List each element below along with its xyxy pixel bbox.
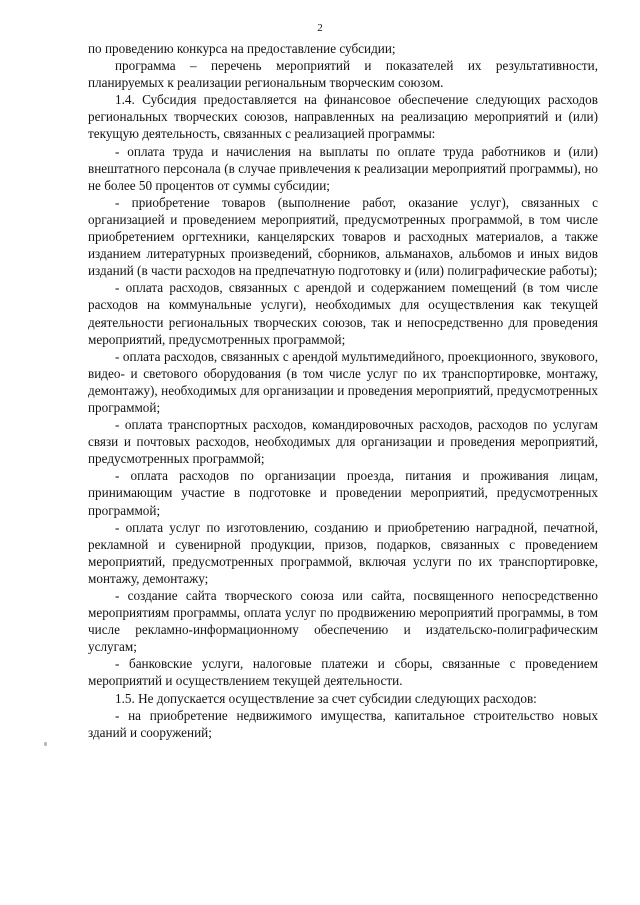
paragraph-continuation: по проведению конкурса на предоставление субсидии; [88, 41, 396, 56]
paragraph-1-5: 1.5. Не допускается осуществление за счет субсидии следующих расходов: [115, 690, 537, 706]
page-number: 2 [317, 22, 323, 34]
list-item-real-estate: - на приобретение недвижимого имущества, капитальное строительство новых зданий и сооружений; [88, 707, 598, 740]
margin-mark [44, 742, 47, 746]
document-body [88, 40, 598, 741]
paragraph-program-definition: программа – перечень мероприятий и показателей их результативности, планируемых к реализации региональным творческим союзом. [88, 58, 598, 91]
list-item-bank-services: - банковские услуги, налоговые платежи и сборы, связанные с проведением мероприятий и осуществлением текущей деятельности. [88, 656, 598, 689]
list-item-printed-products: - оплата услуг по изготовлению, созданию и приобретению наградной, печатной, рекламной и сувенирной продукции, призов, подарков, связанных с проведением мероприятий, предусмотренных программой, включая услуги по их транспортировке, монтажу, демонтажу; [88, 519, 598, 586]
list-item-transport-costs: - оплата транспортных расходов, командировочных расходов, расходов по услугам связи и почтовых расходов, необходимых для организации и проведения мероприятий, предусмотренных программой; [88, 417, 598, 467]
list-item-website: - создание сайта творческого союза или сайта, посвященного непосредственно мероприятиям программы, оплата услуг по продвижению мероприятий программы, в том числе рекламно-информационному обеспечению и издательско-полиграфическим услугам; [88, 588, 598, 655]
list-item-labor-costs: - оплата труда и начисления на выплаты по оплате труда работников и (или) внештатного персонала (в случае привлечения к реализации мероприятий программы), но не более 50 процентов от суммы субсидии; [88, 143, 598, 193]
paragraph-1-4: 1.4. Субсидия предоставляется на финансовое обеспечение следующих расходов региональных творческих союзов, направленных на реализацию мероприятий и (или) текущую деятельность, связанных с реализацией программы: [88, 92, 598, 142]
list-item-premises-rent: - оплата расходов, связанных с арендой и содержанием помещений (в том числе расходов на коммунальные услуги), необходимых для осуществления как текущей деятельности региональных творческих союзов, так и непосредственно для проведения мероприятий, предусмотренных программой; [88, 280, 598, 347]
list-item-goods-purchase: - приобретение товаров (выполнение работ, оказание услуг), связанных с организацией и проведением мероприятий, предусмотренных программой, в том числе приобретением оргтехники, канцелярских товаров и расходных материалов, а также изданием литературных произведений, сборников, альманахов, альбомов и иных видов изданий (в части расходов на предпечатную подготовку и (или) полиграфические работы); [88, 194, 598, 279]
list-item-travel-accommodation: - оплата расходов по организации проезда, питания и проживания лицам, принимающим участие в подготовке и проведении мероприятий, предусмотренных программой; [88, 468, 598, 518]
list-item-equipment-rent: - оплата расходов, связанных с арендой мультимедийного, проекционного, звукового, видео- и светового оборудования (в том числе услуг по их транспортировке, монтажу, демонтажу), необходимых для организации и проведения мероприятий, предусмотренных программой; [88, 348, 598, 415]
